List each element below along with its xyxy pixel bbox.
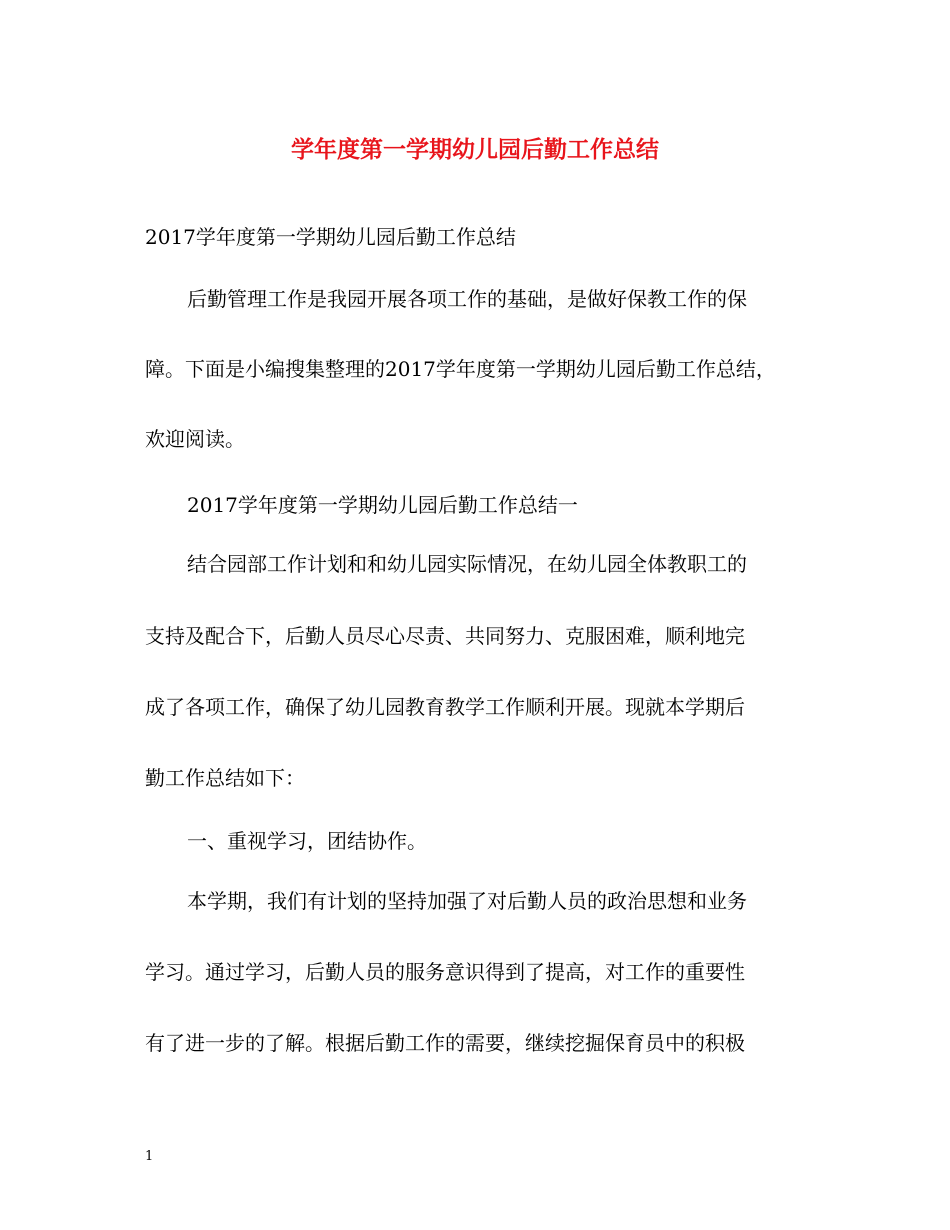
paragraph-line: 后勤管理工作是我园开展各项工作的基础，是做好保教工作的保: [187, 287, 747, 311]
subtitle-line: 2017学年度第一学期幼儿园后勤工作总结: [145, 225, 516, 249]
document-title: 学年度第一学期幼儿园后勤工作总结: [291, 136, 659, 163]
paragraph-line: 成了各项工作，确保了幼儿园教育教学工作顺利开展。现就本学期后: [145, 695, 745, 719]
paragraph-line: 障。下面是小编搜集整理的2017学年度第一学期幼儿园后勤工作总结，: [145, 357, 776, 381]
section-heading-line: 一、重视学习，团结协作。: [187, 829, 427, 853]
paragraph-line: 本学期，我们有计划的坚持加强了对后勤人员的政治思想和业务: [187, 889, 747, 913]
section-heading-line: 2017学年度第一学期幼儿园后勤工作总结一: [187, 493, 578, 517]
paragraph-line: 支持及配合下，后勤人员尽心尽责、共同努力、克服困难，顺利地完: [145, 624, 745, 648]
paragraph-line: 欢迎阅读。: [145, 427, 245, 451]
paragraph-line: 结合园部工作计划和和幼儿园实际情况，在幼儿园全体教职工的: [187, 552, 747, 576]
page-number: 1: [145, 1149, 154, 1164]
paragraph-line: 学习。通过学习，后勤人员的服务意识得到了提高，对工作的重要性: [145, 960, 745, 984]
paragraph-line: 有了进一步的了解。根据后勤工作的需要，继续挖掘保育员中的积极: [145, 1031, 745, 1055]
paragraph-line: 勤工作总结如下：: [145, 766, 305, 790]
